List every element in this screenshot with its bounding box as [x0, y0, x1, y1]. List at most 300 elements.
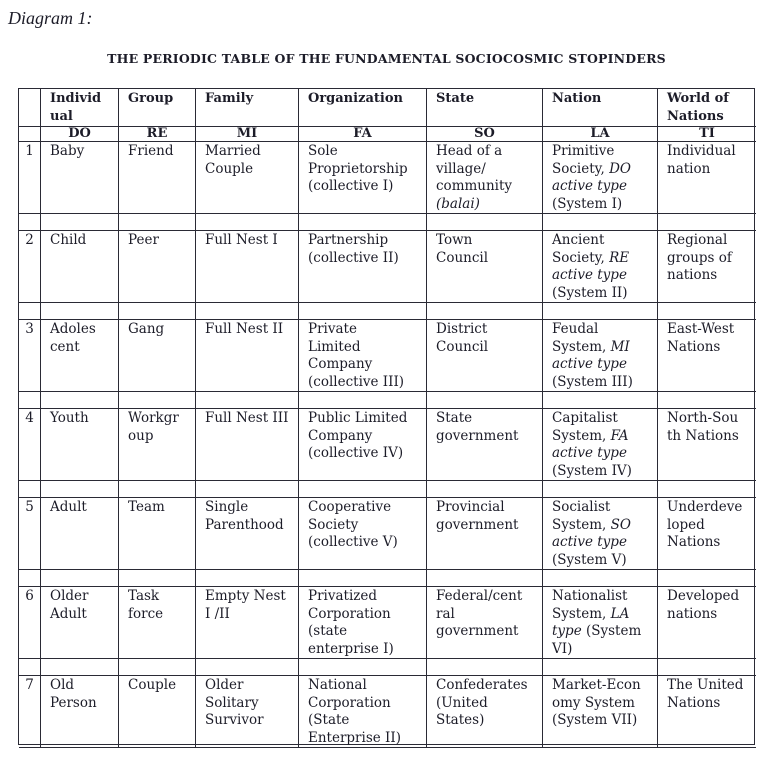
text: National — [308, 677, 367, 693]
cell-line — [552, 588, 657, 606]
cell-line — [308, 143, 426, 161]
code-blank — [19, 127, 41, 142]
cell-line — [308, 410, 426, 428]
text: (System VII) — [552, 712, 638, 728]
cell-line — [667, 695, 756, 713]
text: Team — [128, 499, 165, 515]
text: Privatized — [308, 588, 378, 604]
spacer-cell — [427, 392, 543, 409]
text: Council — [436, 338, 489, 355]
row-number: 6 — [19, 587, 41, 659]
cell-line — [128, 677, 195, 695]
cell-line — [128, 143, 195, 161]
cell-line — [552, 552, 657, 570]
cell-line — [308, 623, 426, 641]
spacer-cell — [427, 481, 543, 498]
table-cell — [658, 142, 756, 214]
text: oup — [128, 427, 154, 444]
table-cell — [543, 409, 658, 481]
cell-line — [552, 267, 657, 285]
italic-text: active type — [552, 356, 627, 372]
table-cell — [41, 142, 119, 214]
italic-text: SO — [610, 516, 631, 533]
table-cell — [299, 320, 427, 392]
row-number: 7 — [19, 676, 41, 748]
spacer-cell — [41, 570, 119, 587]
table-cell — [41, 320, 119, 392]
text: Adoles — [50, 321, 96, 337]
table-cell — [427, 587, 543, 659]
cell-line — [667, 410, 756, 428]
text: th Nations — [667, 427, 739, 444]
column-header-world-ofnations — [658, 89, 756, 127]
table-cell — [658, 409, 756, 481]
cell-line — [50, 410, 118, 428]
table-cell — [119, 587, 196, 659]
text: East-West — [667, 321, 735, 337]
text: Nationalist — [552, 588, 628, 604]
text: (United — [436, 694, 488, 711]
table-cell — [119, 231, 196, 303]
column-header-text: State — [436, 91, 475, 106]
cell-line — [308, 356, 426, 374]
spacer-cell — [196, 392, 299, 409]
text: government — [436, 623, 519, 639]
spacer-cell — [196, 481, 299, 498]
text: Head of a — [436, 143, 503, 159]
spacer-cell — [119, 392, 196, 409]
text: Corporation — [308, 605, 391, 622]
italic-text: active type — [552, 267, 627, 283]
text: (System V) — [552, 551, 627, 568]
table-cell — [119, 320, 196, 392]
text: nation — [667, 160, 711, 177]
column-code: TI — [658, 127, 756, 142]
text: System, — [552, 516, 611, 533]
cell-line — [667, 428, 756, 446]
spacer-cell — [299, 481, 427, 498]
cell-line — [667, 161, 756, 179]
text: Youth — [50, 410, 89, 426]
cell-line — [667, 606, 756, 624]
text: (System IV) — [552, 462, 632, 479]
cell-line — [552, 250, 657, 268]
text: (state — [308, 623, 348, 639]
text: Task — [128, 588, 160, 604]
text: Federal/cent — [436, 588, 523, 604]
text: enterprise I) — [308, 640, 394, 657]
text: ral — [436, 605, 455, 622]
text: Regional — [667, 232, 728, 248]
italic-text: LA — [610, 605, 630, 622]
table-cell — [299, 409, 427, 481]
cell-line — [436, 517, 542, 535]
spacer-cell — [543, 659, 658, 676]
column-header-organization — [299, 89, 427, 127]
table-cell — [41, 409, 119, 481]
spacer-cell — [543, 214, 658, 231]
spacer-cell — [119, 481, 196, 498]
cell-line — [205, 517, 298, 535]
cell-line — [552, 143, 657, 161]
row-number: 4 — [19, 409, 41, 481]
row-number: 1 — [19, 142, 41, 214]
cell-line — [308, 339, 426, 357]
cell-line — [308, 321, 426, 339]
column-header-text: Nation — [552, 91, 602, 106]
text: village/ — [436, 160, 486, 177]
column-code: DO — [41, 127, 119, 142]
text: groups of — [667, 249, 732, 266]
table-cell — [196, 676, 299, 748]
cell-line — [667, 517, 756, 535]
cell-line — [308, 232, 426, 250]
text: Primitive — [552, 143, 615, 159]
cell-line — [50, 339, 118, 357]
text: Older — [50, 588, 89, 604]
text: Nations — [667, 338, 721, 355]
table-cell — [543, 587, 658, 659]
cell-line — [128, 588, 195, 606]
table-cell — [41, 676, 119, 748]
text: Single — [205, 499, 249, 515]
cell-line — [205, 143, 298, 161]
column-header-individual — [41, 89, 119, 127]
text: Empty Nest — [205, 588, 286, 604]
spacer-cell — [196, 659, 299, 676]
text: force — [128, 605, 164, 622]
text: Old — [50, 677, 75, 693]
text: (System III) — [552, 373, 633, 390]
spacer-cell — [19, 303, 41, 320]
table-cell — [196, 320, 299, 392]
text: Full Nest I — [205, 232, 278, 248]
text: Individual — [667, 143, 736, 159]
text: (collective III) — [308, 373, 405, 390]
text: community — [436, 178, 513, 194]
cell-line — [308, 712, 426, 730]
cell-line — [436, 232, 542, 250]
column-header-text: World of — [667, 91, 729, 106]
spacer-cell — [658, 659, 756, 676]
column-code: LA — [543, 127, 658, 142]
text: Full Nest III — [205, 410, 289, 426]
table-cell — [427, 320, 543, 392]
column-header-text: Group — [128, 91, 174, 106]
text: loped — [667, 516, 705, 533]
cell-line — [436, 178, 542, 196]
cell-line — [308, 445, 426, 463]
spacer-cell — [119, 303, 196, 320]
text: Underdeve — [667, 499, 743, 515]
cell-line — [436, 321, 542, 339]
table-cell — [196, 231, 299, 303]
table-cell — [119, 142, 196, 214]
spacer-cell — [299, 214, 427, 231]
text: Partnership — [308, 232, 389, 248]
table-cell — [543, 320, 658, 392]
text: States) — [436, 712, 485, 728]
cell-line — [552, 534, 657, 552]
cell-line — [128, 410, 195, 428]
spacer-cell — [427, 303, 543, 320]
cell-line — [436, 677, 542, 695]
text: nations — [667, 605, 718, 622]
cell-line — [667, 339, 756, 357]
table-cell — [196, 142, 299, 214]
text: (System I) — [552, 195, 623, 212]
cell-line — [552, 445, 657, 463]
cell-line — [308, 677, 426, 695]
spacer-cell — [196, 214, 299, 231]
spacer-cell — [543, 481, 658, 498]
text: Parenthood — [205, 516, 284, 533]
column-header-nation — [543, 89, 658, 127]
spacer-cell — [19, 481, 41, 498]
table-cell — [427, 142, 543, 214]
text: Adult — [50, 605, 87, 622]
cell-line — [308, 641, 426, 659]
cell-line — [308, 606, 426, 624]
column-header-group — [119, 89, 196, 127]
diagram-label: Diagram 1: — [8, 8, 93, 28]
cell-line — [552, 374, 657, 392]
table-cell — [41, 498, 119, 570]
cell-line — [205, 588, 298, 606]
cell-line — [667, 250, 756, 268]
text: Proprietorship — [308, 160, 408, 177]
text: Private — [308, 321, 357, 337]
spacer-cell — [658, 392, 756, 409]
column-header-text: Family — [205, 91, 254, 106]
text: Person — [50, 694, 97, 711]
cell-line — [308, 730, 426, 748]
table-cell — [543, 142, 658, 214]
text: Cooperative — [308, 499, 392, 515]
cell-line — [50, 321, 118, 339]
text: government — [436, 516, 519, 533]
cell-line — [552, 285, 657, 303]
text: Corporation — [308, 694, 391, 711]
column-header-text: Individ — [50, 91, 102, 106]
cell-line — [50, 588, 118, 606]
cell-line — [552, 463, 657, 481]
cell-line — [50, 606, 118, 624]
table-cell — [299, 587, 427, 659]
text: Feudal — [552, 321, 599, 337]
cell-line — [308, 499, 426, 517]
cell-line — [308, 517, 426, 535]
table-cell — [41, 587, 119, 659]
table-cell — [543, 231, 658, 303]
text: System, — [552, 427, 611, 444]
italic-text: active type — [552, 445, 627, 461]
cell-line — [205, 712, 298, 730]
cell-line — [436, 339, 542, 357]
cell-line — [308, 374, 426, 392]
cell-line — [50, 677, 118, 695]
spacer-cell — [299, 659, 427, 676]
table-cell — [299, 142, 427, 214]
spacer-cell — [196, 303, 299, 320]
text: State — [436, 410, 473, 426]
text: Confederates — [436, 677, 528, 693]
text: Socialist — [552, 499, 611, 515]
text: Gang — [128, 321, 165, 337]
cell-line — [436, 606, 542, 624]
text: Town — [436, 232, 473, 248]
cell-line — [308, 588, 426, 606]
text: omy System — [552, 694, 635, 711]
cell-line — [436, 250, 542, 268]
cell-line — [128, 606, 195, 624]
cell-line — [552, 178, 657, 196]
text: Nations — [667, 534, 721, 550]
row-number: 5 — [19, 498, 41, 570]
text: (System II) — [552, 284, 628, 301]
spacer-cell — [119, 214, 196, 231]
cell-line — [667, 534, 756, 552]
table-cell — [427, 231, 543, 303]
column-code: RE — [119, 127, 196, 142]
spacer-cell — [427, 570, 543, 587]
cell-line — [552, 677, 657, 695]
italic-text: MI — [610, 338, 630, 355]
table-title: THE PERIODIC TABLE OF THE FUNDAMENTAL SOCIOCOSMIC STOPINDERS — [107, 51, 666, 66]
text: The United — [667, 677, 744, 693]
spacer-cell — [119, 659, 196, 676]
table-cell — [41, 231, 119, 303]
table-cell — [427, 409, 543, 481]
spacer-cell — [41, 392, 119, 409]
text: Older — [205, 677, 244, 693]
text: cent — [50, 338, 80, 355]
spacer-cell — [543, 303, 658, 320]
cell-line — [205, 321, 298, 339]
cell-line — [436, 499, 542, 517]
text: Sole — [308, 143, 338, 159]
text: District — [436, 321, 488, 337]
column-header-text: Organization — [308, 91, 403, 106]
spacer-cell — [658, 481, 756, 498]
table-cell — [427, 498, 543, 570]
italic-text: (balai) — [436, 195, 480, 212]
cell-line — [308, 250, 426, 268]
cell-line — [50, 232, 118, 250]
cell-line — [436, 143, 542, 161]
text: Council — [436, 249, 489, 266]
cell-line — [552, 695, 657, 713]
cell-line — [552, 196, 657, 214]
cell-line — [205, 161, 298, 179]
cell-line — [552, 499, 657, 517]
text: (collective I) — [308, 178, 394, 194]
spacer-cell — [427, 659, 543, 676]
cell-line — [552, 623, 657, 641]
text: Provincial — [436, 499, 505, 515]
column-code: SO — [427, 127, 543, 142]
table-cell — [658, 231, 756, 303]
spacer-cell — [299, 303, 427, 320]
text: Child — [50, 232, 87, 248]
spacer-cell — [41, 303, 119, 320]
column-code: FA — [299, 127, 427, 142]
cell-line — [667, 588, 756, 606]
cell-line — [436, 428, 542, 446]
cell-line — [128, 321, 195, 339]
table-cell — [196, 498, 299, 570]
cell-line — [552, 712, 657, 730]
text: Baby — [50, 143, 85, 159]
spacer-cell — [299, 392, 427, 409]
spacer-cell — [19, 214, 41, 231]
cell-line — [308, 178, 426, 196]
table-cell — [658, 676, 756, 748]
cell-line — [552, 321, 657, 339]
italic-text: RE — [609, 249, 630, 266]
spacer-cell — [41, 659, 119, 676]
text: Enterprise II) — [308, 729, 401, 746]
text: Survivor — [205, 712, 264, 728]
text: Market-Econ — [552, 677, 641, 693]
spacer-cell — [658, 214, 756, 231]
cell-line — [205, 499, 298, 517]
text: Society — [308, 516, 359, 533]
table-cell — [658, 498, 756, 570]
text: VI) — [552, 640, 573, 657]
cell-line — [552, 641, 657, 659]
text: (collective II) — [308, 249, 399, 266]
column-header-text: ual — [50, 108, 73, 124]
column-header-text: Nations — [667, 108, 724, 124]
row-number: 2 — [19, 231, 41, 303]
text: Ancient — [552, 232, 605, 248]
table-cell — [119, 409, 196, 481]
table-cell — [427, 676, 543, 748]
text: Limited — [308, 338, 361, 355]
italic-text: FA — [610, 427, 629, 444]
text: Full Nest II — [205, 321, 284, 337]
cell-line — [667, 499, 756, 517]
table-cell — [299, 498, 427, 570]
text: Married — [205, 143, 261, 159]
cell-line — [308, 695, 426, 713]
column-code: MI — [196, 127, 299, 142]
text: Adult — [50, 499, 87, 515]
cell-line — [50, 499, 118, 517]
text: (System — [581, 623, 642, 639]
table-cell — [543, 676, 658, 748]
cell-line — [667, 321, 756, 339]
table-cell — [196, 409, 299, 481]
cell-line — [552, 232, 657, 250]
text: Peer — [128, 232, 159, 248]
cell-line — [205, 677, 298, 695]
text: Public Limited — [308, 410, 408, 426]
text: Couple — [205, 160, 254, 177]
spacer-cell — [658, 303, 756, 320]
text: System, — [552, 605, 611, 622]
spacer-cell — [19, 570, 41, 587]
italic-text: DO — [609, 160, 631, 177]
column-header-family — [196, 89, 299, 127]
text: (State — [308, 712, 350, 728]
cell-line — [50, 695, 118, 713]
table-cell — [119, 498, 196, 570]
text: nations — [667, 267, 718, 283]
spacer-cell — [119, 570, 196, 587]
text: Society, — [552, 160, 610, 177]
